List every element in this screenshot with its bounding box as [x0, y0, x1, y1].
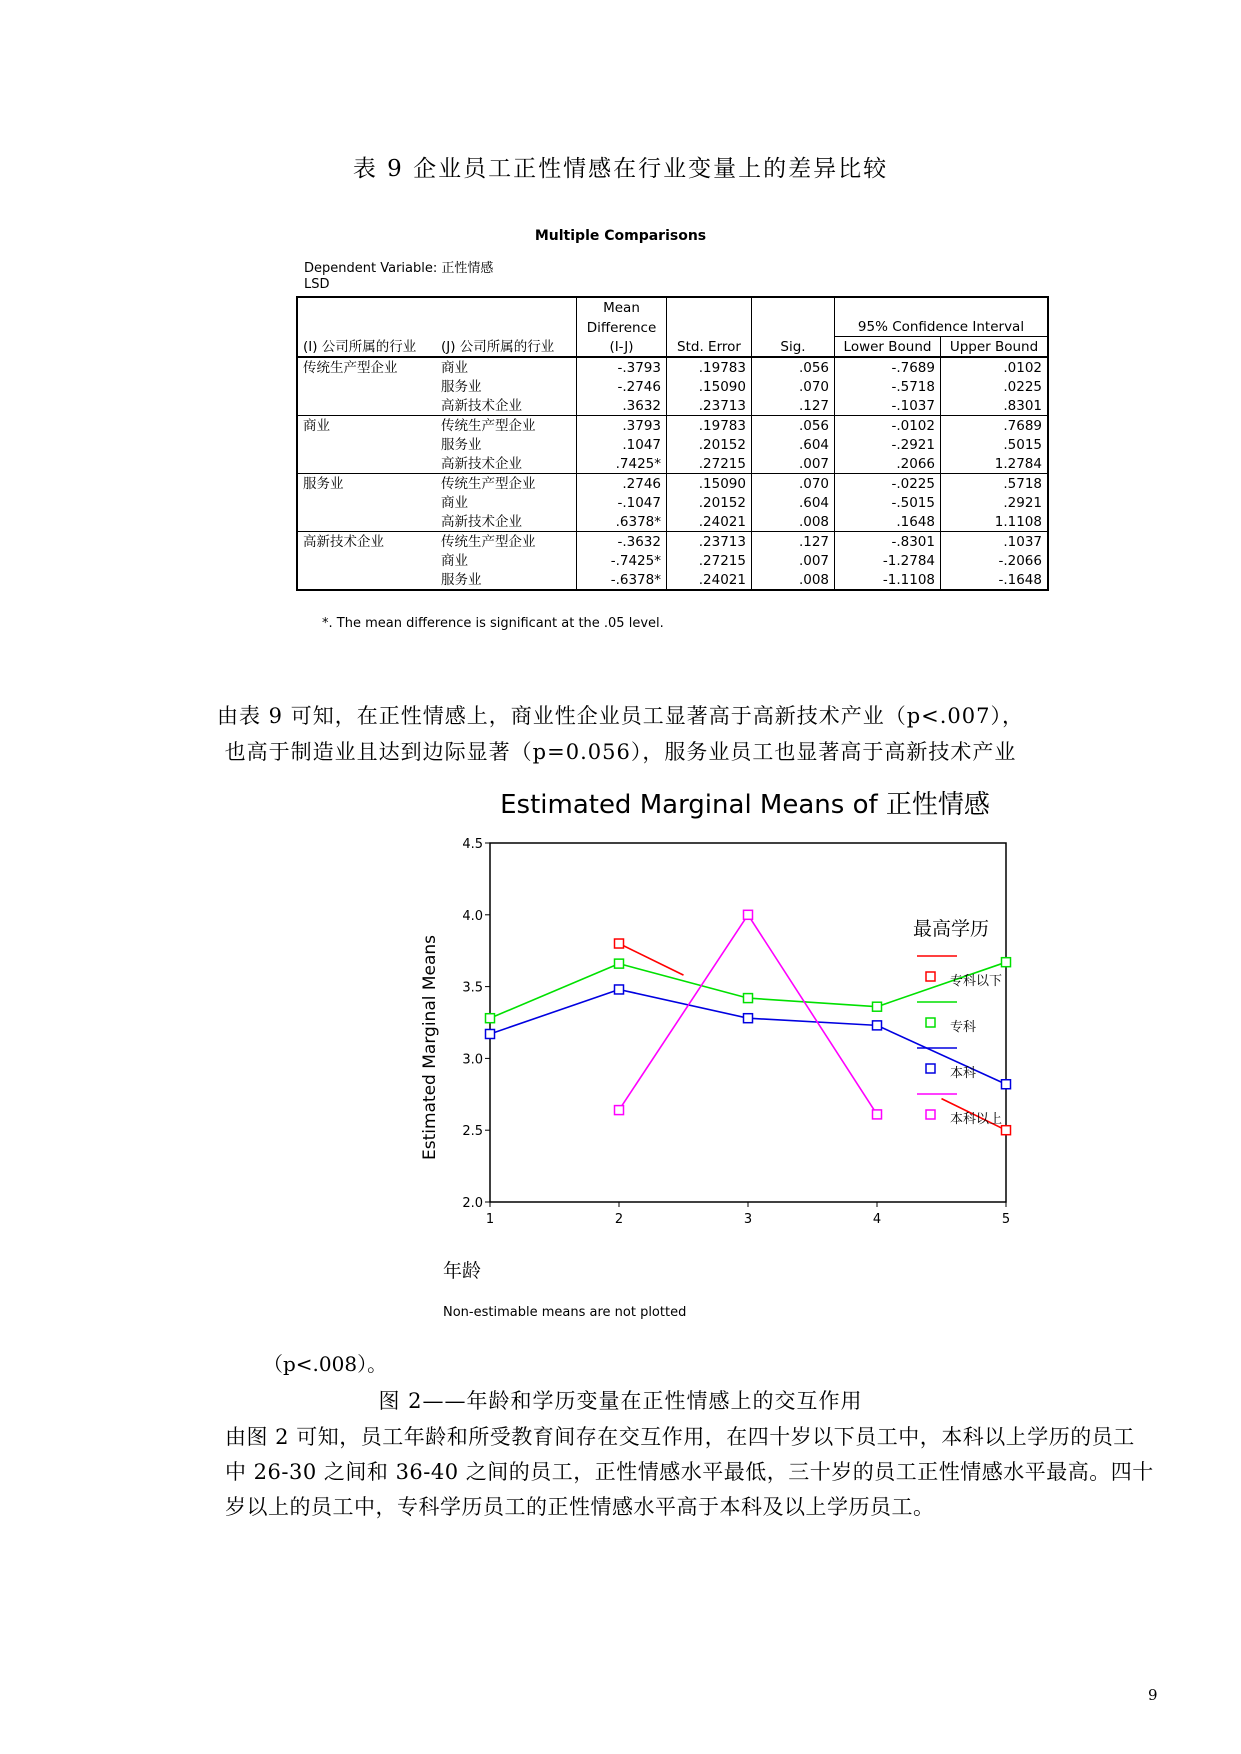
table-row — [297, 435, 1048, 454]
cell-se: .27215 — [667, 454, 752, 474]
table-row — [297, 493, 1048, 512]
x-tick-label: 5 — [1001, 1212, 1011, 1227]
cell-sig: .070 — [752, 474, 835, 494]
header-j: (J) 公司所属的行业 — [436, 337, 577, 358]
cell-md: -.2746 — [577, 377, 667, 396]
table-row — [297, 570, 1048, 590]
table-title: Multiple Comparisons — [534, 228, 707, 244]
cell-hi: .5718 — [1003, 476, 1042, 492]
paragraph-1-line-2: 也高于制造业且达到边际显著（p=0.056），服务业员工也显著高于高新技术产业 — [224, 740, 1017, 764]
cell-sig: .056 — [752, 416, 835, 436]
page-number: 9 — [1148, 1686, 1158, 1704]
header-upper: Upper Bound — [941, 337, 1049, 358]
cell-md: -.1047 — [577, 493, 667, 512]
cell-i — [297, 551, 436, 570]
paragraph-1-tail: （p<.008）。 — [263, 1352, 388, 1376]
cell-lo: -1.2784 — [835, 551, 941, 570]
data-point — [744, 910, 753, 919]
cell-se: .23713 — [667, 396, 752, 416]
paragraph-1 — [0, 698, 1241, 770]
data-point — [1002, 1126, 1011, 1135]
y-tick-label: 2.5 — [462, 1124, 483, 1140]
cell-lo: -.7689 — [835, 357, 941, 377]
cell-lo: -.0102 — [835, 416, 941, 436]
cell-j: 高新技术企业 — [436, 396, 577, 416]
table-row — [297, 416, 1048, 436]
data-point — [873, 1021, 882, 1030]
cell-se: .27215 — [667, 551, 752, 570]
cell-hi: -.2066 — [998, 553, 1042, 569]
series-line — [748, 998, 877, 1007]
cell-j: 服务业 — [436, 435, 577, 454]
cell-j: 商业 — [436, 551, 577, 570]
data-point — [486, 1029, 495, 1038]
cell-hi: .2921 — [1003, 495, 1042, 511]
figure-caption: 图 2——年龄和学历变量在正性情感上的交互作用 — [378, 1389, 863, 1413]
cell-md: .7425* — [577, 454, 667, 474]
cell-lo: -.5015 — [835, 493, 941, 512]
table-row — [297, 377, 1048, 396]
y-tick-label: 2.0 — [462, 1196, 483, 1211]
cell-hi: .8301 — [941, 396, 1049, 416]
cell-lo: -.8301 — [835, 532, 941, 552]
cell-j: 服务业 — [436, 570, 577, 590]
cell-j: 商业 — [436, 357, 577, 377]
dependent-variable: Dependent Variable: 正性情感 — [304, 261, 494, 276]
cell-sig: .007 — [752, 454, 835, 474]
data-point — [744, 994, 753, 1003]
data-point — [873, 1002, 882, 1011]
y-axis-label: Estimated Marginal Means — [420, 934, 440, 1161]
x-tick-label: 1 — [485, 1212, 495, 1227]
cell-sig: .008 — [752, 512, 835, 532]
table-footnote: *. The mean difference is significant at the .05 level. — [322, 616, 664, 631]
cell-md: .1047 — [577, 435, 667, 454]
table-row — [297, 474, 1048, 494]
cell-j: 高新技术企业 — [436, 512, 577, 532]
table-row — [297, 357, 1048, 377]
legend-label: 专科以下 — [950, 974, 1003, 989]
cell-hi: .7689 — [1003, 418, 1042, 434]
cell-sig: .604 — [752, 493, 835, 512]
cell-lo: -.1037 — [835, 396, 941, 416]
series-line — [619, 915, 748, 1110]
paragraph-1-line-1: 由表 9 可知，在正性情感上，商业性企业员工显著高于高新技术产业（p<.007）， — [216, 704, 1024, 728]
cell-lo: -.0225 — [835, 474, 941, 494]
cell-i — [297, 512, 436, 532]
cell-i — [297, 396, 436, 416]
cell-md: -.7425* — [577, 551, 667, 570]
y-tick-label: 4.0 — [462, 908, 483, 924]
cell-sig: .604 — [752, 435, 835, 454]
data-point — [873, 1110, 882, 1119]
cell-j: 高新技术企业 — [436, 454, 577, 474]
header-ci: 95% Confidence Interval — [835, 317, 1049, 337]
x-tick-label: 4 — [872, 1212, 882, 1227]
cell-i: 商业 — [303, 418, 330, 434]
legend-marker — [926, 1110, 935, 1119]
cell-i: 服务业 — [303, 476, 344, 492]
cell-hi: 1.2784 — [941, 454, 1049, 474]
cell-sig: .127 — [752, 396, 835, 416]
cell-j: 传统生产型企业 — [436, 416, 577, 436]
paragraph-2: 由图 2 可知，员工年龄和所受教育间存在交互作用，在四十岁以下员工中，本科以上学历的员工中 26-30 之间和 36-40 之间的员工，正性情感水平最低，三十岁的员工正性情感水平最高。四十岁以上的员工中，专科学历员工的正性情感水平高于本科及以上学历员工。 — [225, 1425, 1154, 1519]
legend-marker — [926, 1064, 935, 1073]
chart-note: Non-estimable means are not plotted — [443, 1305, 687, 1320]
series-line — [490, 964, 619, 1019]
cell-i — [297, 435, 436, 454]
multiple-comparisons-table — [296, 296, 1049, 591]
cell-se: .23713 — [667, 532, 752, 552]
legend-title: 最高学历 — [913, 918, 990, 940]
data-point — [615, 939, 624, 948]
header-lower: Lower Bound — [835, 337, 941, 358]
table-row — [297, 512, 1048, 532]
cell-j: 服务业 — [436, 377, 577, 396]
table-row — [297, 551, 1048, 570]
cell-j: 传统生产型企业 — [436, 532, 577, 552]
chart-title: Estimated Marginal Means of 正性情感 — [500, 790, 990, 820]
cell-i — [297, 493, 436, 512]
cell-i — [297, 570, 436, 590]
data-point — [615, 959, 624, 968]
cell-se: .20152 — [667, 435, 752, 454]
table-caption: 表 9 企业员工正性情感在行业变量上的差异比较 — [352, 156, 889, 182]
series-line — [877, 1025, 1006, 1084]
cell-hi: -.1648 — [998, 572, 1042, 588]
series-partial-line — [619, 944, 684, 976]
header-sig: Sig. — [752, 337, 835, 358]
x-tick-label: 3 — [743, 1212, 753, 1227]
data-point — [1002, 1080, 1011, 1089]
cell-sig: .127 — [752, 532, 835, 552]
cell-se: .24021 — [667, 512, 752, 532]
cell-i — [297, 454, 436, 474]
cell-lo: .1648 — [835, 512, 941, 532]
cell-se: .19783 — [667, 357, 752, 377]
cell-lo: -1.1108 — [835, 570, 941, 590]
cell-i: 传统生产型企业 — [303, 360, 398, 376]
x-axis-label: 年龄 — [443, 1260, 482, 1282]
legend-marker — [926, 972, 935, 981]
cell-lo: -.5718 — [835, 377, 941, 396]
cell-md: -.3632 — [577, 532, 667, 552]
cell-hi: .0102 — [1003, 360, 1042, 376]
data-point — [615, 985, 624, 994]
cell-j: 传统生产型企业 — [436, 474, 577, 494]
cell-md: .3793 — [577, 416, 667, 436]
series-line — [748, 915, 877, 1115]
table-row — [297, 396, 1048, 416]
cell-lo: .2066 — [835, 454, 941, 474]
cell-j: 商业 — [436, 493, 577, 512]
cell-se: .24021 — [667, 570, 752, 590]
cell-sig: .070 — [752, 377, 835, 396]
cell-lo: -.2921 — [835, 435, 941, 454]
legend-marker — [926, 1018, 935, 1027]
cell-md: -.3793 — [577, 357, 667, 377]
series-line — [748, 1018, 877, 1025]
cell-sig: .007 — [752, 551, 835, 570]
cell-hi: 1.1108 — [941, 512, 1049, 532]
legend-label: 本科以上 — [950, 1112, 1003, 1127]
legend-label: 本科 — [950, 1066, 977, 1081]
y-tick-label: 3.5 — [462, 980, 483, 996]
series-line — [619, 964, 748, 998]
interaction-line-chart — [420, 778, 1140, 1348]
header-i: (I) 公司所属的行业 — [297, 337, 436, 358]
header-mean-diff-2: Difference — [577, 317, 667, 337]
cell-se: .19783 — [667, 416, 752, 436]
cell-hi: .5015 — [1003, 437, 1042, 453]
header-std-error: Std. Error — [667, 337, 752, 358]
cell-md: .6378* — [577, 512, 667, 532]
data-point — [486, 1014, 495, 1023]
cell-md: .2746 — [577, 474, 667, 494]
header-mean-diff-3: (I-J) — [577, 337, 667, 358]
cell-se: .20152 — [667, 493, 752, 512]
x-tick-label: 2 — [614, 1212, 624, 1227]
cell-md: -.6378* — [577, 570, 667, 590]
method-label: LSD — [304, 277, 330, 292]
cell-hi: .0225 — [1003, 379, 1042, 395]
legend-label: 专科 — [950, 1020, 977, 1035]
cell-i — [297, 377, 436, 396]
cell-i: 高新技术企业 — [303, 534, 384, 550]
series-line — [490, 989, 619, 1034]
data-point — [1002, 958, 1011, 967]
cell-hi: .1037 — [1003, 534, 1042, 550]
cell-sig: .056 — [752, 357, 835, 377]
cell-md: .3632 — [577, 396, 667, 416]
y-tick-label: 3.0 — [462, 1052, 483, 1068]
table-row — [297, 532, 1048, 552]
data-point — [744, 1014, 753, 1023]
y-tick-label: 4.5 — [462, 837, 483, 852]
data-point — [615, 1106, 624, 1115]
table-row — [297, 454, 1048, 474]
cell-se: .15090 — [667, 377, 752, 396]
cell-sig: .008 — [752, 570, 835, 590]
cell-se: .15090 — [667, 474, 752, 494]
header-mean-diff-1: Mean — [577, 297, 667, 317]
